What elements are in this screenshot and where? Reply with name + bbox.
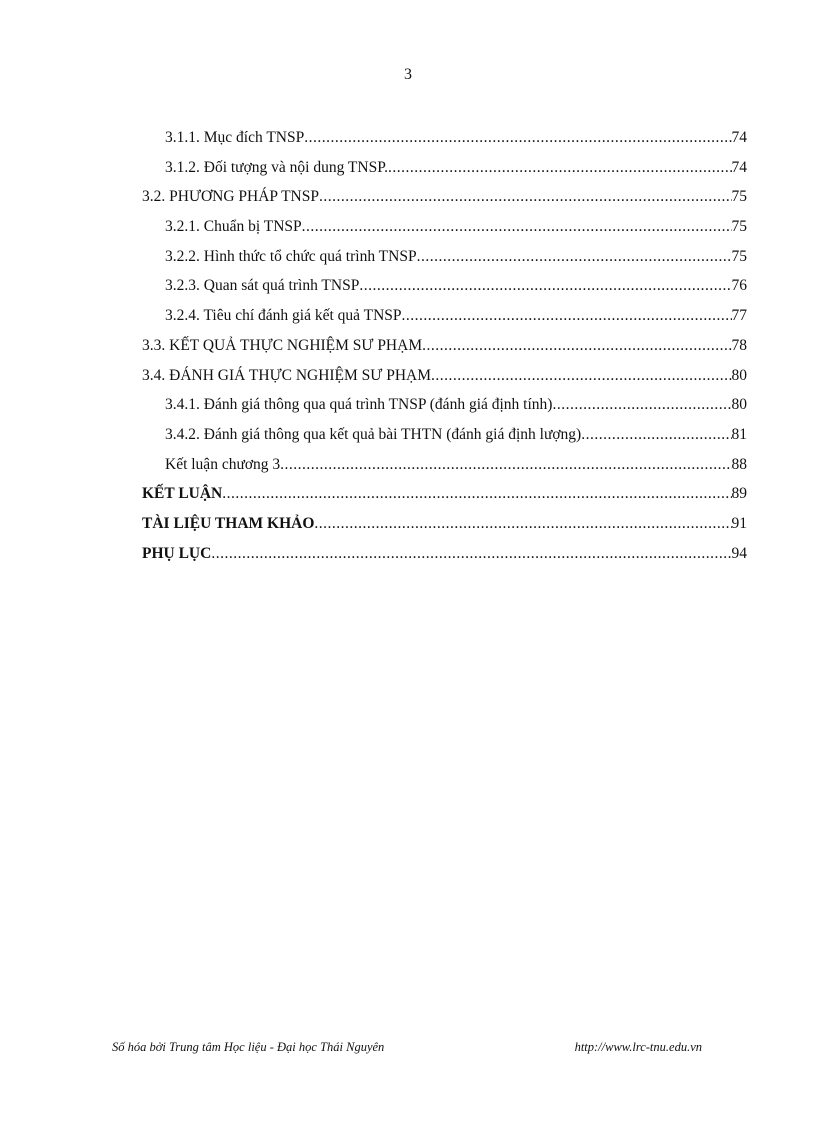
toc-entry-title: 3.3. KẾT QUẢ THỰC NGHIỆM SƯ PHẠM: [142, 336, 423, 354]
toc-entry-title: 3.2.2. Hình thức tổ chức quá trình TNSP: [165, 247, 417, 265]
footer: [112, 1040, 702, 1055]
toc-entry-title: 3.2.1. Chuẩn bị TNSP: [165, 218, 302, 236]
footer-url: http://www.lrc-tnu.edu.vn: [574, 1040, 702, 1054]
toc-entry-page: 74: [731, 129, 747, 146]
toc-entry[interactable]: [142, 129, 747, 159]
table-of-contents: [142, 129, 747, 574]
toc-entry-page: 75: [731, 247, 747, 265]
toc-dot-leader: [422, 337, 731, 355]
toc-entry[interactable]: [142, 188, 747, 218]
toc-dot-leader: [319, 188, 732, 206]
toc-dot-leader: [280, 456, 731, 474]
toc-dot-leader: [431, 367, 732, 385]
toc-entry-title: 3.1.2. Đối tượng và nội dung TNSP.: [165, 158, 388, 176]
toc-dot-leader: [552, 396, 731, 414]
toc-entry-title: 3.1.1. Mục đích TNSP: [165, 129, 305, 146]
toc-dot-leader: [211, 545, 731, 563]
toc-dot-leader: [581, 426, 731, 444]
toc-entry-title: 3.2.3. Quan sát quá trình TNSP: [165, 277, 360, 295]
toc-entry[interactable]: [142, 159, 747, 189]
toc-dot-leader: [222, 485, 731, 503]
toc-entry-page: 91: [731, 514, 747, 532]
toc-entry[interactable]: [142, 367, 747, 397]
toc-entry-page: 77: [731, 307, 747, 325]
toc-entry[interactable]: [142, 545, 747, 575]
toc-entry-title: TÀI LIỆU THAM KHẢO: [142, 514, 315, 532]
toc-entry[interactable]: [142, 456, 747, 486]
toc-dot-leader: [304, 129, 731, 147]
toc-entry-page: 76: [731, 277, 747, 295]
toc-entry-title: PHỤ LỤC: [142, 544, 212, 562]
toc-entry-page: 94: [731, 544, 747, 562]
toc-entry-title: 3.4.2. Đánh giá thông qua kết quả bài THTN (đánh giá định lượng): [165, 425, 582, 443]
toc-entry[interactable]: [142, 218, 747, 248]
toc-dot-leader: [314, 515, 731, 533]
footer-credit: Số hóa bởi Trung tâm Học liệu - Đại học Thái Nguyên: [112, 1040, 385, 1054]
toc-entry[interactable]: [142, 515, 747, 545]
toc-entry[interactable]: [142, 485, 747, 515]
toc-entry-page: 89: [731, 485, 747, 503]
toc-dot-leader: [359, 277, 731, 295]
toc-entry-title: 3.4.1. Đánh giá thông qua quá trình TNSP (đánh giá định tính): [165, 396, 553, 414]
toc-entry[interactable]: [142, 248, 747, 278]
toc-entry-title: KẾT LUẬN: [142, 485, 223, 503]
toc-entry-page: 81: [731, 425, 747, 443]
toc-entry-page: 80: [731, 396, 747, 414]
toc-entry[interactable]: [142, 277, 747, 307]
toc-entry-page: 78: [731, 336, 747, 354]
toc-entry[interactable]: [142, 307, 747, 337]
toc-dot-leader: [402, 307, 732, 325]
toc-entry-page: 75: [731, 188, 747, 206]
toc-dot-leader: [388, 159, 732, 177]
toc-entry-page: 75: [731, 218, 747, 236]
toc-entry-page: 80: [731, 366, 747, 384]
toc-entry-title: 3.2. PHƯƠNG PHÁP TNSP: [142, 188, 319, 206]
toc-entry[interactable]: [142, 337, 747, 367]
toc-entry-page: 88: [731, 455, 747, 473]
toc-entry[interactable]: [142, 426, 747, 456]
toc-entry-page: 74: [731, 158, 747, 176]
toc-dot-leader: [417, 248, 732, 266]
toc-dot-leader: [302, 218, 732, 236]
page-number: 3: [404, 66, 412, 83]
toc-entry[interactable]: [142, 396, 747, 426]
toc-entry-title: 3.2.4. Tiêu chí đánh giá kết quả TNSP: [165, 307, 402, 325]
toc-entry-title: 3.4. ĐÁNH GIÁ THỰC NGHIỆM SƯ PHẠM: [142, 366, 431, 384]
toc-entry-title: Kết luận chương 3: [165, 455, 281, 473]
